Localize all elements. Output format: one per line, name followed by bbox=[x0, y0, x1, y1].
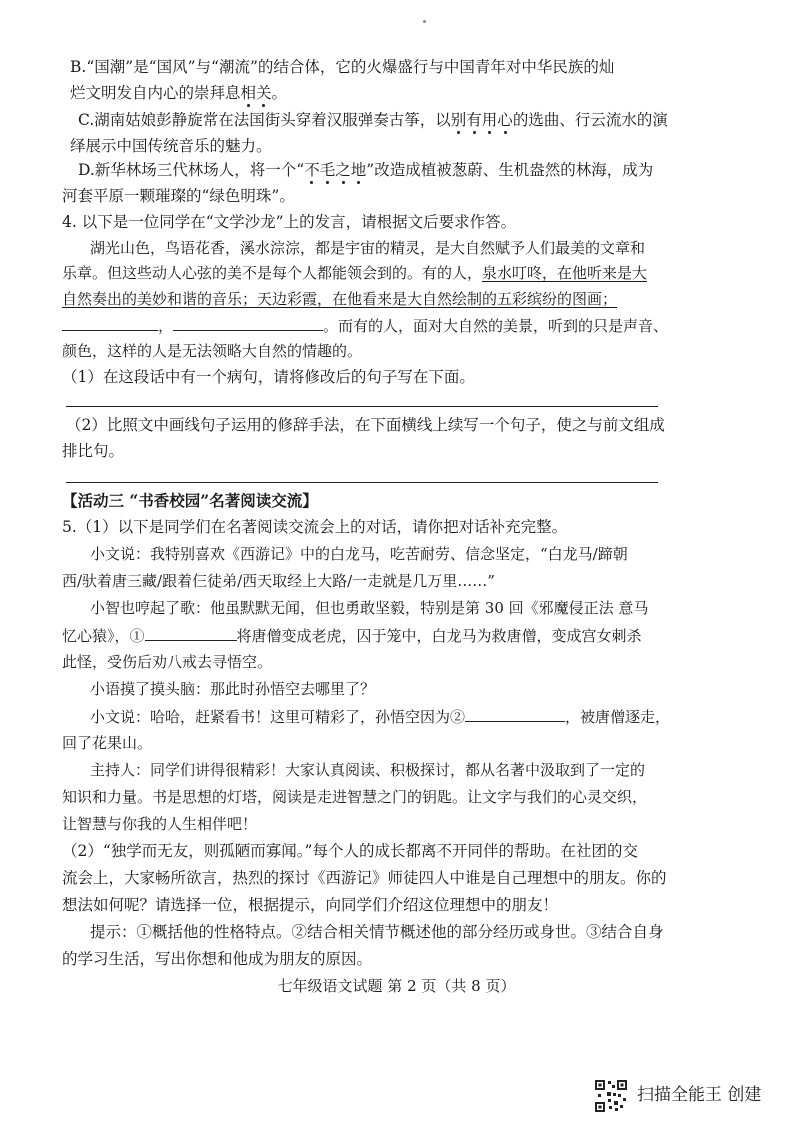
q5-dialog1-line1: 小文说：我特别喜欢《西游记》中的白龙马，吃苦耐劳、信念坚定，“白龙马/蹄朝 bbox=[90, 545, 628, 563]
emphasis-phrase: 别有用心 bbox=[450, 111, 513, 129]
answer-blank-2[interactable] bbox=[465, 705, 565, 722]
q5-dialog2-line2: 忆心猿》，① 将唐僧变成老虎，囚于笼中，白龙马为救唐僧，变成宫女刺杀 bbox=[62, 624, 642, 647]
answer-blank-1[interactable] bbox=[145, 624, 237, 641]
q5-host-line1: 主持人：同学们讲得很精彩！大家认真阅读、积极探讨，都从名著中汲取到了一定的 bbox=[90, 761, 646, 779]
q5-dialog1-line2: 西/驮着唐三藏/跟着仨徒弟/西天取经上大路/一走就是几万里……” bbox=[62, 572, 495, 590]
scan-speck bbox=[423, 20, 426, 23]
underlined-sentence: 自然奏出的美妙和谐的音乐；天边彩霞，在他看来是大自然绘制的五彩缤纷的图画； bbox=[62, 290, 618, 308]
q5-host-line2: 知识和力量。书是思想的灯塔，阅读是走进智慧之门的钥匙。让文字与我们的心灵交织， bbox=[62, 788, 648, 806]
option-d-line1: D.新华林场三代林场人，将一个“不毛之地”改造成植被葱蔚、生机盎然的林海，成为 bbox=[78, 161, 654, 179]
underlined-sentence: 泉水叮咚，在他听来是大 bbox=[482, 264, 648, 282]
option-b-line2: 烂文明发自内心的崇拜息相关。 bbox=[70, 84, 288, 102]
q5-hint-line2: 的学习生活，写出你想和他成为朋友的原因。 bbox=[62, 950, 373, 968]
activity3-title: 【活动三 “书香校园”名著阅读交流】 bbox=[62, 491, 318, 510]
q5-dialog3: 小语摸了摸头脑：那此时孙悟空去哪里了？ bbox=[90, 680, 376, 698]
answer-blank[interactable] bbox=[62, 314, 158, 331]
option-b-line1: B.“国潮”是“国风”与“潮流”的结合体，它的火爆盛行与中国青年对中华民族的灿 bbox=[70, 58, 615, 76]
q5-host-line3: 让智慧与你我的人生相伴吧！ bbox=[62, 815, 258, 833]
q5-dialog2-line3: 此怪，受伤后劝八戒去寻悟空。 bbox=[62, 653, 273, 671]
q5-sub1: 5.（1）以下是同学们在名著阅读交流会上的对话，请你把对话补充完整。 bbox=[62, 518, 568, 536]
q5-sub2-line2: 流会上，大家畅所欲言，热烈的探讨《西游记》师徒四人中谁是自己理想中的朋友。你的 bbox=[62, 869, 667, 887]
option-c-line1: C.湖南姑娘彭静旋常在法国街头穿着汉服弹奏古筝，以别有用心的选曲、行云流水的演 bbox=[78, 111, 668, 129]
q4-para-line3 bbox=[62, 288, 617, 310]
q4-sub2-line1: （2）比照文中画线句子运用的修辞手法，在下面横线上续写一个句子，使之与前文组成 bbox=[66, 416, 665, 434]
option-d-line2: 河套平原一颗璀璨的“绿色明珠”。 bbox=[62, 187, 295, 205]
qr-code-icon bbox=[594, 1079, 628, 1113]
q4-title: 4. 以下是一位同学在“文学沙龙”上的发言，请根据文后要求作答。 bbox=[62, 213, 517, 231]
answer-blank[interactable] bbox=[173, 314, 323, 331]
answer-line[interactable] bbox=[66, 406, 658, 407]
emphasis-phrase: 不毛之地 bbox=[304, 161, 367, 179]
q4-para-line4: ， 。而有的人，面对大自然的美景，听到的只是声音、 bbox=[62, 314, 668, 337]
answer-line[interactable] bbox=[66, 482, 658, 483]
scanner-watermark: 扫描全能王 创建 bbox=[637, 1085, 762, 1105]
q4-para-line1: 湖光山色，鸟语花香，溪水淙淙，都是宇宙的精灵，是大自然赋予人们最美的文章和 bbox=[90, 239, 646, 257]
q5-hint-line1: 提示：①概括他的性格特点。②结合相关情节概述他的部分经历或身世。③结合自身 bbox=[90, 923, 664, 941]
q5-dialog4-line2: 回了花果山。 bbox=[62, 734, 153, 752]
q4-sub2-line2: 排比句。 bbox=[62, 442, 125, 460]
option-c-line2: 绎展示中国传统音乐的魅力。 bbox=[70, 137, 272, 155]
q4-para-line5: 颜色，这样的人是无法领略大自然的情趣的。 bbox=[62, 342, 363, 360]
page-footer: 七年级语文试题 第 2 页（共 8 页） bbox=[277, 977, 516, 995]
q4-sub1: （1）在这段话中有一个病句，请将修改后的句子写在下面。 bbox=[62, 368, 475, 386]
q4-para-line2: 乐章。但这些动人心弦的美不是每个人都能领会到的。有的人，泉水叮咚，在他听来是大 bbox=[62, 264, 648, 282]
q5-sub2-line1: （2）“独学而无友，则孤陋而寡闻。”每个人的成长都离不开同伴的帮助。在社团的交 bbox=[62, 842, 638, 860]
q5-dialog2-line1: 小智也哼起了歌：他虽默默无闻，但也勇敢坚毅，特别是第 30 回《邪魔侵正法 意马 bbox=[90, 599, 649, 617]
q5-dialog4-line1: 小文说：哈哈，赶紧看书！这里可精彩了，孙悟空因为② ，被唐僧逐走， bbox=[90, 705, 670, 728]
q5-sub2-line3: 想法如何呢？请选择一位，根据提示，向同学们介绍这位理想中的朋友！ bbox=[62, 896, 559, 914]
